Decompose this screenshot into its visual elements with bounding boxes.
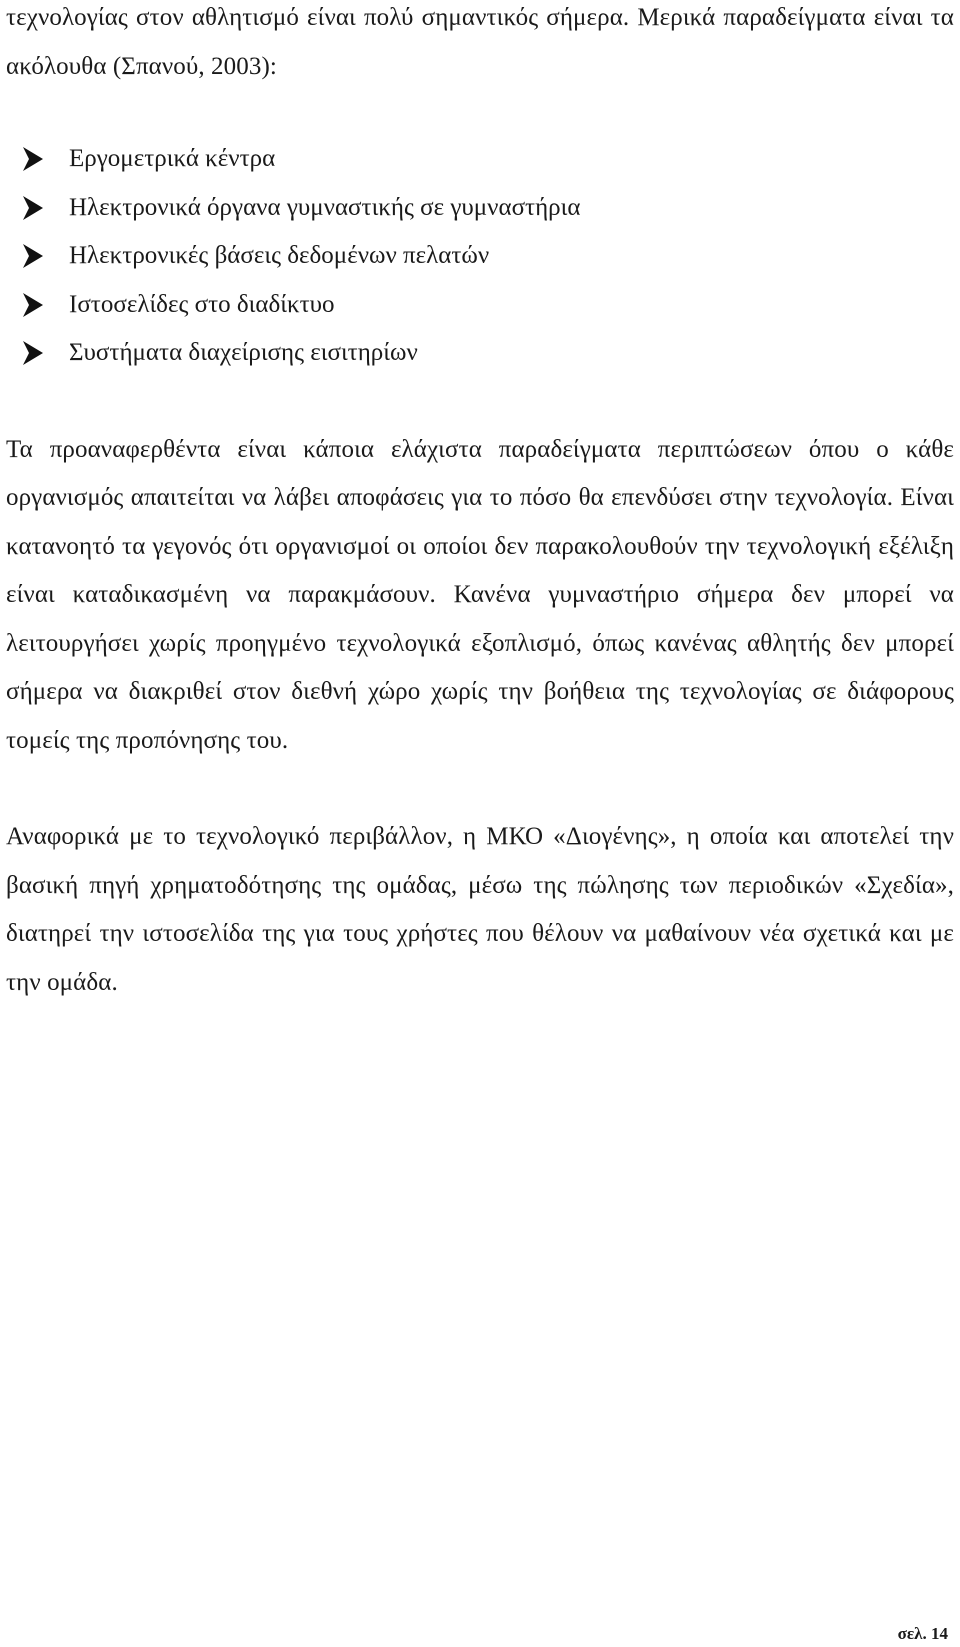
list-item [6, 281, 954, 330]
list-item-text: Ηλεκτρονικά όργανα γυμναστικής σε γυμναστήρια [69, 193, 581, 221]
list-item-text: Συστήματα διαχείρισης εισιτηρίων [69, 339, 418, 367]
list-item-text: Ιστοσελίδες στο διαδίκτυο [69, 290, 335, 318]
page-number: σελ. 14 [897, 1624, 948, 1643]
arrowhead-bullet-icon [22, 292, 44, 318]
list-item-text: Ηλεκτρονικές βάσεις δεδομένων πελατών [69, 242, 490, 270]
bullet-list [6, 135, 954, 378]
arrowhead-bullet-icon [22, 146, 44, 172]
arrowhead-bullet-icon [22, 340, 44, 366]
list-item [6, 135, 954, 184]
list-item [6, 232, 954, 281]
list-item [6, 329, 954, 378]
intro-paragraph: τεχνολογίας στον αθλητισμό είναι πολύ σημαντικός σήμερα. Μερικά παραδείγματα είναι τα ακόλουθα (Σπανού, 2003): [6, 4, 954, 80]
body-paragraph: Αναφορικά με το τεχνολογικό περιβάλλον, η ΜΚΟ «Διογένης», η οποία και αποτελεί την βασική πηγή χρηματοδότησης της ομάδας, μέσω της πώλησης των περιοδικών «Σχεδία», διατηρεί την ιστοσελίδα της για τους χρήστες που θέλουν να μαθαίνουν νέα σχετικά και με την ομάδα. [6, 823, 954, 996]
arrowhead-bullet-icon [22, 243, 44, 269]
list-item-text: Εργομετρικά κέντρα [69, 145, 276, 173]
arrowhead-bullet-icon [22, 195, 44, 221]
document-page [6, 0, 954, 1007]
body-paragraph: Τα προαναφερθέντα είναι κάποια ελάχιστα παραδείγματα περιπτώσεων όπου ο κάθε οργανισμός απαιτείται να λάβει αποφάσεις για το πόσο θα επενδύσει στην τεχνολογία. Είναι κατανοητό τα γεγονός ότι οργανισμοί οι οποίοι δεν παρακολουθούν την τεχνολογική εξέλιξη είναι καταδικασμένη να παρακμάσουν. Κανένα γυμναστήριο σήμερα δεν μπορεί να λειτουργήσει χωρίς προηγμένο τεχνολογικά εξοπλισμό, όπως κανένας αθλητής δεν μπορεί σήμερα να διακριθεί στον διεθνή χώρο χωρίς την βοήθεια της τεχνολογίας σε διάφορους τομείς της προπόνησης του. [6, 435, 954, 754]
list-item [6, 184, 954, 233]
